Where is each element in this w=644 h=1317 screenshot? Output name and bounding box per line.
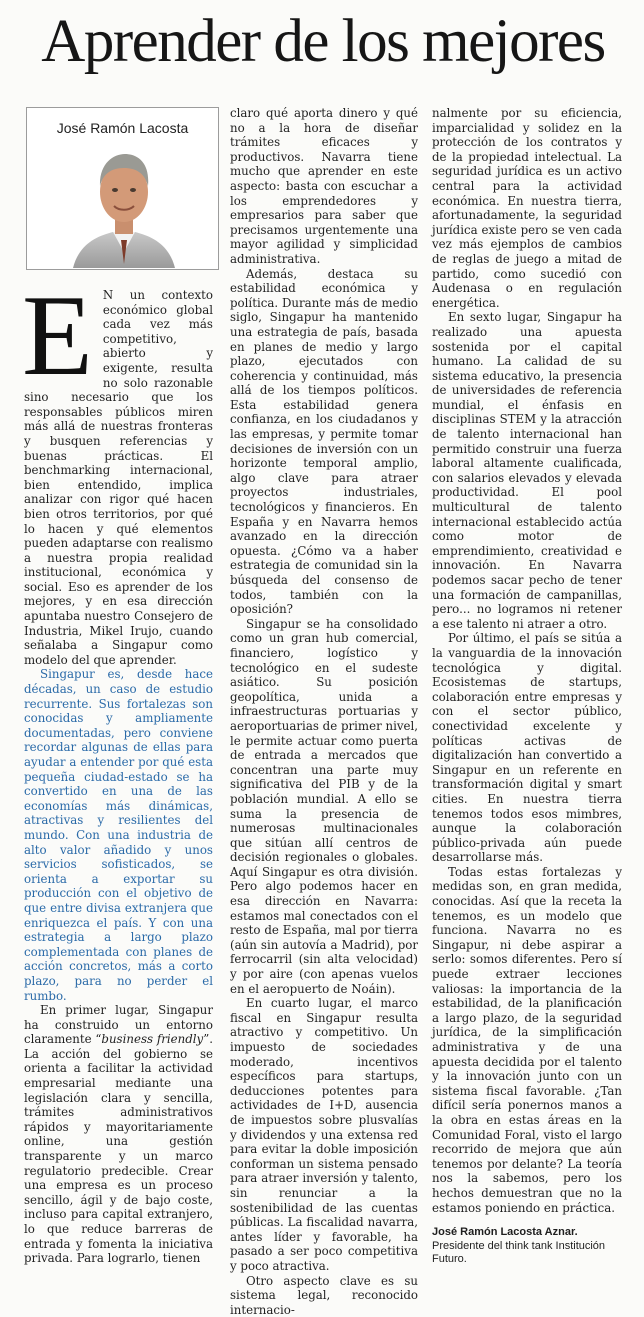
paragraph-singapur-case: Singapur es, desde hace décadas, un caso de estudio recurrente. Sus fortalezas son conocidas y ampliamente documentadas, pero conviene recordar algunas de ellas para ayudar a entender por qué esta pequeña ciudad-estado se ha convertido en una de las economías más dinámicas, atractivas y resilientes del mundo. Con una industria de alto valor añadido y unos servicios sofisticados, se orienta a exportar su producción con el objetivo de que entre divisa extranjera que enriquezca el país. Y con una estrategia a largo plazo complementada con planes de acción concretos, más a corto plazo, para no perder el rumbo.: [24, 667, 213, 1002]
paragraph-continuation: claro qué aporta dinero y qué no a la hora de diseñar trámites eficaces y productivos. Navarra tiene mucho que aprender en este aspecto: basta con escuchar a los emprendedores y empresarios para saber que precisamos urgentemente una mayor agilidad y simplicidad administrativa.: [230, 106, 418, 267]
article-column-3: [432, 106, 622, 1266]
paragraph-legal: Otro aspecto clave es su sistema legal, reconocido internacio-: [230, 1274, 418, 1317]
author-portrait-photo: [69, 144, 179, 268]
drop-cap: E: [22, 288, 93, 378]
headline: Aprender de los mejores: [10, 2, 636, 82]
paragraph-stability: Además, destaca su estabilidad económica y política. Durante más de medio siglo, Singapur ha mantenido una estrategia de país, basada en planes de medio y largo plazo, ejecutados con coherencia y continuidad, más allá de los tiempos políticos. Esta estabilidad genera confianza, en los ciudadanos y las empresas, y permite tomar decisiones de inversión con un horizonte temporal amplio, algo clave para atraer proyectos industriales, tecnológicos y financieros. En España y en Navarra hemos avanzado en la dirección opuesta. ¿Cómo va a haber estrategia de comunidad sin la búsqueda del consenso de todos, también con la oposición?: [230, 267, 418, 617]
paragraph-intro: N un contexto económico global cada vez más competitivo, abierto y exigente, resulta no solo razonable sino necesario que los responsables públicos miren más allá de nuestras fronteras y busquen referencias y buenas prácticas. El benchmarking internacional, bien entendido, implica analizar con rigor qué hacen bien otros territorios, por qué lo hacen y qué elementos pueden adaptarse con realismo a nuestra propia realidad institucional, económica y social. Eso es aprender de los mejores, y en esa dirección apuntaba nuestro Consejero de Industria, Mikel Irujo, cuando señalaba a Singapur como modelo del que aprender.: [24, 288, 213, 667]
signature-name: José Ramón Lacosta Aznar.: [432, 1225, 622, 1240]
article-column-1: [24, 288, 213, 1266]
paragraph-innovation: Por último, el país se sitúa a la vanguardia de la innovación tecnológica y digital. Ecosistemas de startups, colaboración entre empresas y con el sector público, conectividad excelente y políticas activas de digitalización han convertido a Singapur en un referente en transformación digital y smart cities. En nuestra tierra tenemos todos esos mimbres, aunque la colaboración público-privada aún puede desarrollarse más.: [432, 631, 622, 865]
article-column-2: [230, 106, 418, 1317]
paragraph-conclusion: Todas estas fortalezas y medidas son, en gran medida, conocidas. Así que la receta la tenemos, es un modelo que funciona. Navarra no es Singapur, ni debe aspirar a serlo: somos diferentes. Pero sí puede extraer lecciones valiosas: la importancia de la estabilidad, de la planificación a largo plazo, de la seguridad jurídica, de la simplificación administrativa y de una apuesta decidida por el talento y la innovación junto con un sistema fiscal favorable. ¿Tan difícil sería ponernos manos a la obra en estas áreas en la Comunidad Foral, visto el largo recorrido de mejora que aún tenemos por delante? La teoría nos la sabemos, pero los hechos demuestran que no la estamos poniendo en práctica.: [432, 865, 622, 1215]
paragraph-fiscal: En cuarto lugar, el marco fiscal en Singapur resulta atractivo y competitivo. Un impuesto de sociedades moderado, incentivos específicos para startups, deducciones potentes para actividades de I+D, ausencia de impuestos sobre plusvalías y dividendos y una extensa red para evitar la doble imposición conforman un sistema pensado para atraer inversión y talento, sin renunciar a la sostenibilidad de las cuentas públicas. La fiscalidad navarra, antes líder y favorable, ha pasado a ser poco competitiva y poco atractiva.: [230, 996, 418, 1273]
author-box: [26, 107, 219, 270]
paragraph-legal-cont: nalmente por su eficiencia, imparcialidad y solidez en la protección de los contratos y de la propiedad intelectual. La seguridad jurídica es un activo central para la actividad económica. En nuestra tierra, afortunadamente, la seguridad jurídica existe pero se ven cada vez más ejemplos de cambios de reglas de juego a mitad de partido, como sucedió con Audenasa o en regulación energética.: [432, 106, 622, 310]
paragraph-business-friendly: En primer lugar, Singapur ha construido un entorno claramente “business friendly”. La acción del gobierno se orienta a facilitar la actividad empresarial mediante una legislación clara y sencilla, trámites administrativos rápidos y mayoritariamente online, una gestión transparente y un marco regulatorio predecible. Crear una empresa es un proceso sencillo, ágil y de bajo coste, incluso para capital extranjero, lo que reduce barreras de entrada y fomenta la iniciativa privada. Para lograrlo, tienen: [24, 1003, 213, 1266]
paragraph-human-capital: En sexto lugar, Singapur ha realizado una apuesta sostenida por el capital humano. La calidad de su sistema educativo, la presencia de universidades de referencia mundial, el énfasis en disciplinas STEM y la atracción de talento internacional han permitido construir una fuerza laboral altamente cualificada, con salarios elevados y elevada productividad. El pool multicultural de talento internacional establecido actúa como motor de emprendimiento, creatividad e innovación. En Navarra podemos sacar pecho de tener una formación de campanillas, pero... no logramos ni retener a ese talento ni atraer a otro.: [432, 310, 622, 631]
signature-role: Presidente del think tank Institución Futuro.: [432, 1240, 622, 1266]
paragraph-hub: Singapur se ha consolidado como un gran hub comercial, financiero, logístico y tecnológico en el sudeste asiático. Su posición geopolítica, unida a infraestructuras portuarias y aeroportuarias de primer nivel, le permite actuar como puerta de entrada a mercados que concentran una parte muy significativa del PIB y de la población mundial. A ello se suma la presencia de numerosas multinacionales que sitúan allí centros de decisión regionales o globales. Aquí Singapur es otra división. Pero algo podemos hacer en esa dirección en Navarra: estamos mal conectados con el resto de España, mal por tierra (aún sin autovía a Madrid), por ferrocarril (sin alta velocidad) y por aire (con apenas vuelos en el aeropuerto de Noáin).: [230, 617, 418, 996]
author-name: José Ramón Lacosta: [27, 120, 218, 136]
